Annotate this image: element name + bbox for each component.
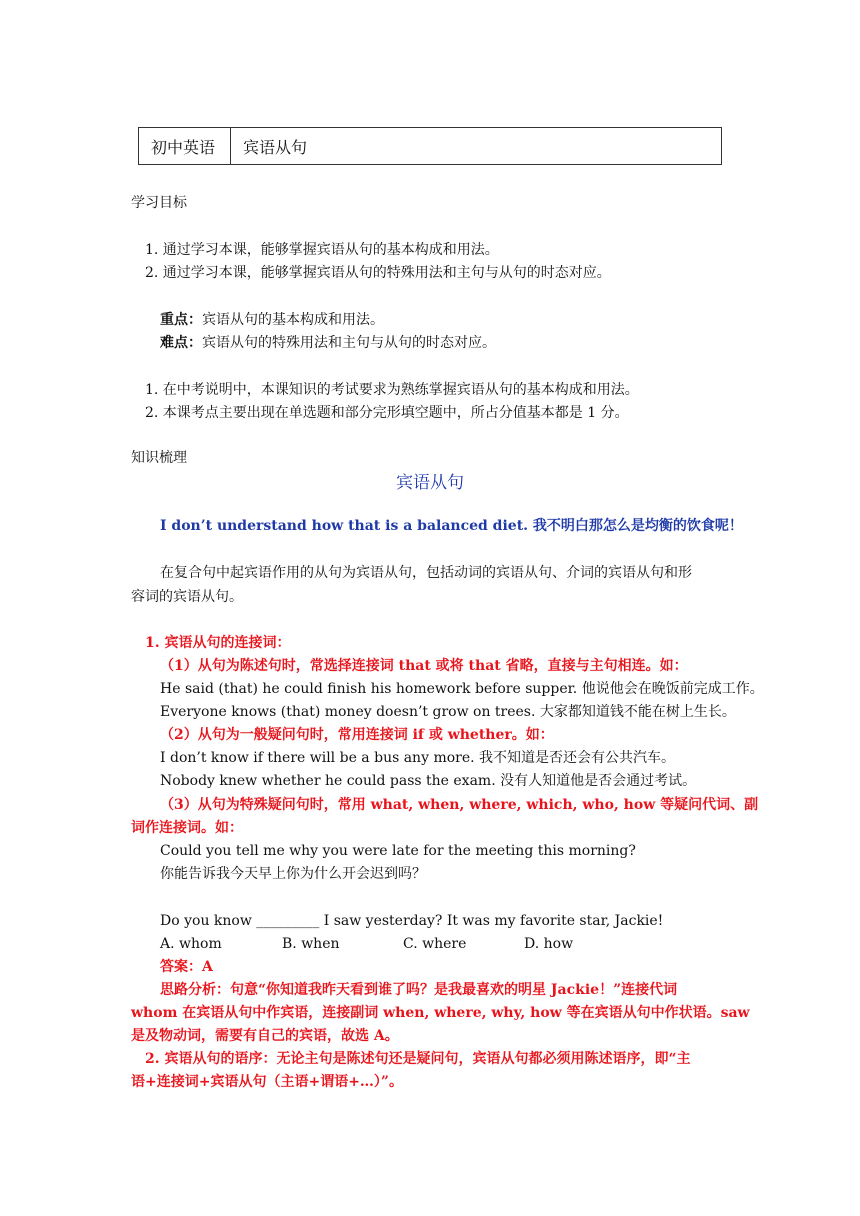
sub-point: （3）从句为特殊疑问句时，常用 what, when, where, which, who, how 等疑问代词、副 <box>160 797 759 813</box>
point2-text: 语+连接词+宾语从句（主语+谓语+…）”。 <box>131 1074 403 1090</box>
option: B. when <box>282 936 340 952</box>
analysis-text: whom 在宾语从句中作宾语，连接副词 when, where, why, how 等在宾语从句中作状语。saw <box>131 1005 750 1021</box>
example-line: I don’t know if there will be a bus any more. 我不知道是否还会有公共汽车。 <box>160 750 676 766</box>
subject-cell: 初中英语 <box>139 128 231 164</box>
hard-point <box>160 333 496 353</box>
analysis-text: 是及物动词，需要有自己的宾语，故选 A。 <box>131 1028 399 1044</box>
intro-text: 容词的宾语从句。 <box>131 589 243 605</box>
goal-item: 1. 通过学习本课，能够掌握宾语从句的基本构成和用法。 <box>145 242 499 258</box>
header-table <box>138 127 722 165</box>
sub-point: （1）从句为陈述句时，常选择连接词 that 或将 that 省略，直接与主句相连。如： <box>160 658 688 674</box>
example-line: Could you tell me why you were late for the meeting this morning? <box>160 843 636 859</box>
key-label: 重点： <box>160 312 202 328</box>
point1-title: 1. 宾语从句的连接词： <box>145 635 291 651</box>
analysis-text: 思路分析：句意“你知道我昨天看到谁了吗？是我最喜欢的明星 Jackie！”连接代词 <box>160 982 678 998</box>
option: A. whom <box>160 936 222 952</box>
sub-point: （2）从句为一般疑问句时，常用连接词 if 或 whether。如： <box>160 727 554 743</box>
hard-label: 难点： <box>160 335 202 351</box>
key-text: 宾语从句的基本构成和用法。 <box>202 312 384 328</box>
hard-text: 宾语从句的特殊用法和主句与从句的时态对应。 <box>202 335 496 351</box>
intro-text: 在复合句中起宾语作用的从句为宾语从句，包括动词的宾语从句、介词的宾语从句和形 <box>160 565 692 581</box>
example-line: Everyone knows (that) money doesn’t grow on trees. 大家都知道钱不能在树上生长。 <box>160 704 736 720</box>
section-title: 宾语从句 <box>396 473 464 493</box>
example-sentence: I don’t understand how that is a balanced diet. 我不明白那怎么是均衡的饮食呢！ <box>160 518 743 534</box>
sub-point: 词作连接词。如： <box>131 820 243 836</box>
key-point <box>160 310 384 330</box>
topic-cell: 宾语从句 <box>243 137 308 157</box>
goals-title: 学习目标 <box>131 195 187 211</box>
answer: 答案：A <box>160 959 213 975</box>
exam-note: 2. 本课考点主要出现在单选题和部分完形填空题中，所占分值基本都是 1 分。 <box>145 405 629 421</box>
example-line: 你能告诉我今天早上你为什么开会迟到吗？ <box>160 866 426 882</box>
example-line: He said (that) he could finish his homework before supper. 他说他会在晚饭前完成工作。 <box>160 681 764 697</box>
example-line: Nobody knew whether he could pass the exam. 没有人知道他是否会通过考试。 <box>160 773 697 789</box>
goal-item: 2. 通过学习本课，能够掌握宾语从句的特殊用法和主句与从句的时态对应。 <box>145 265 611 281</box>
point2-title: 2. 宾语从句的语序：无论主句是陈述句还是疑问句，宾语从句都必须用陈述语序，即“主 <box>145 1051 691 1067</box>
option: C. where <box>403 936 467 952</box>
option: D. how <box>524 936 574 952</box>
exam-note: 1. 在中考说明中，本课知识的考试要求为熟练掌握宾语从句的基本构成和用法。 <box>145 382 639 398</box>
question: Do you know _________ I saw yesterday? It was my favorite star, Jackie! <box>160 913 664 929</box>
knowledge-title: 知识梳理 <box>131 450 187 466</box>
